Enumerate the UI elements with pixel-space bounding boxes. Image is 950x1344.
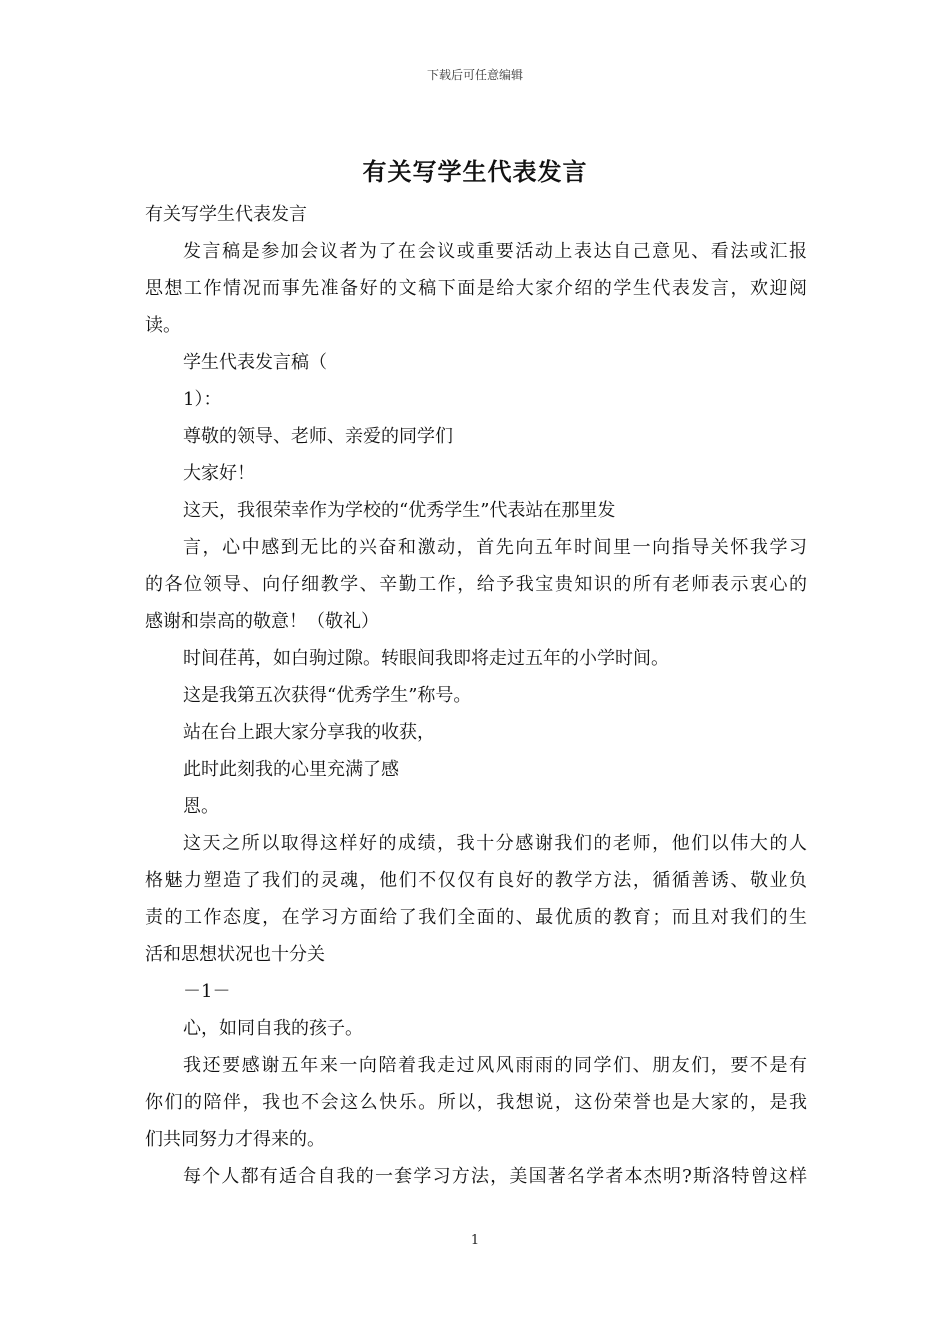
text-line: 责的工作态度，在学习方面给了我们全面的、最优质的教育；而且对我们的生 [145, 907, 807, 928]
text-line: 言，心中感到无比的兴奋和激动，首先向五年时间里一向指导关怀我学习 [183, 537, 807, 558]
document-body [145, 196, 807, 1195]
text-line: 大家好！ [183, 463, 255, 484]
text-line: 的各位领导、向仔细教学、辛勤工作，给予我宝贵知识的所有老师表示衷心的 [145, 574, 807, 595]
text-line: 活和思想状况也十分关 [145, 944, 325, 965]
text-line: 感谢和崇高的敬意！（敬礼） [145, 611, 379, 632]
text-line: 时间荏苒，如白驹过隙。转眼间我即将走过五年的小学时间。 [183, 648, 669, 669]
text-line: 这天之所以取得这样好的成绩，我十分感谢我们的老师，他们以伟大的人 [183, 833, 807, 854]
text-line: 你们的陪伴，我也不会这么快乐。所以，我想说，这份荣誉也是大家的，是我 [145, 1092, 807, 1113]
text-line: 读。 [145, 315, 181, 336]
text-line: 1）： [183, 389, 222, 410]
text-line: 我还要感谢五年来一向陪着我走过风风雨雨的同学们、朋友们，要不是有 [183, 1055, 807, 1076]
text-line: －1－ [183, 981, 231, 1002]
text-line: 有关写学生代表发言 [145, 204, 307, 225]
text-line: 学生代表发言稿（ [183, 352, 327, 373]
text-line: 恩。 [183, 796, 219, 817]
text-line: 尊敬的领导、老师、亲爱的同学们 [183, 426, 453, 447]
text-line: 心，如同自我的孩子。 [183, 1018, 363, 1039]
text-line: 这是我第五次获得“优秀学生”称号。 [183, 685, 472, 706]
text-line: 格魅力塑造了我们的灵魂，他们不仅仅有良好的教学方法，循循善诱、敬业负 [145, 870, 807, 891]
page-number: 1 [470, 1233, 480, 1248]
page-header: 下载后可任意编辑 [426, 68, 523, 82]
document-title: 有关写学生代表发言 [362, 157, 588, 186]
text-line: 此时此刻我的心里充满了感 [183, 759, 399, 780]
text-line: 们共同努力才得来的。 [145, 1129, 325, 1150]
text-line: 发言稿是参加会议者为了在会议或重要活动上表达自己意见、看法或汇报 [183, 241, 807, 262]
text-line: 这天，我很荣幸作为学校的“优秀学生”代表站在那里发 [183, 500, 616, 521]
text-line: 站在台上跟大家分享我的收获， [183, 722, 435, 743]
text-line: 思想工作情况而事先准备好的文稿下面是给大家介绍的学生代表发言，欢迎阅 [145, 278, 807, 299]
text-line: 每个人都有适合自我的一套学习方法，美国著名学者本杰明?斯洛特曾这样 [183, 1166, 807, 1187]
